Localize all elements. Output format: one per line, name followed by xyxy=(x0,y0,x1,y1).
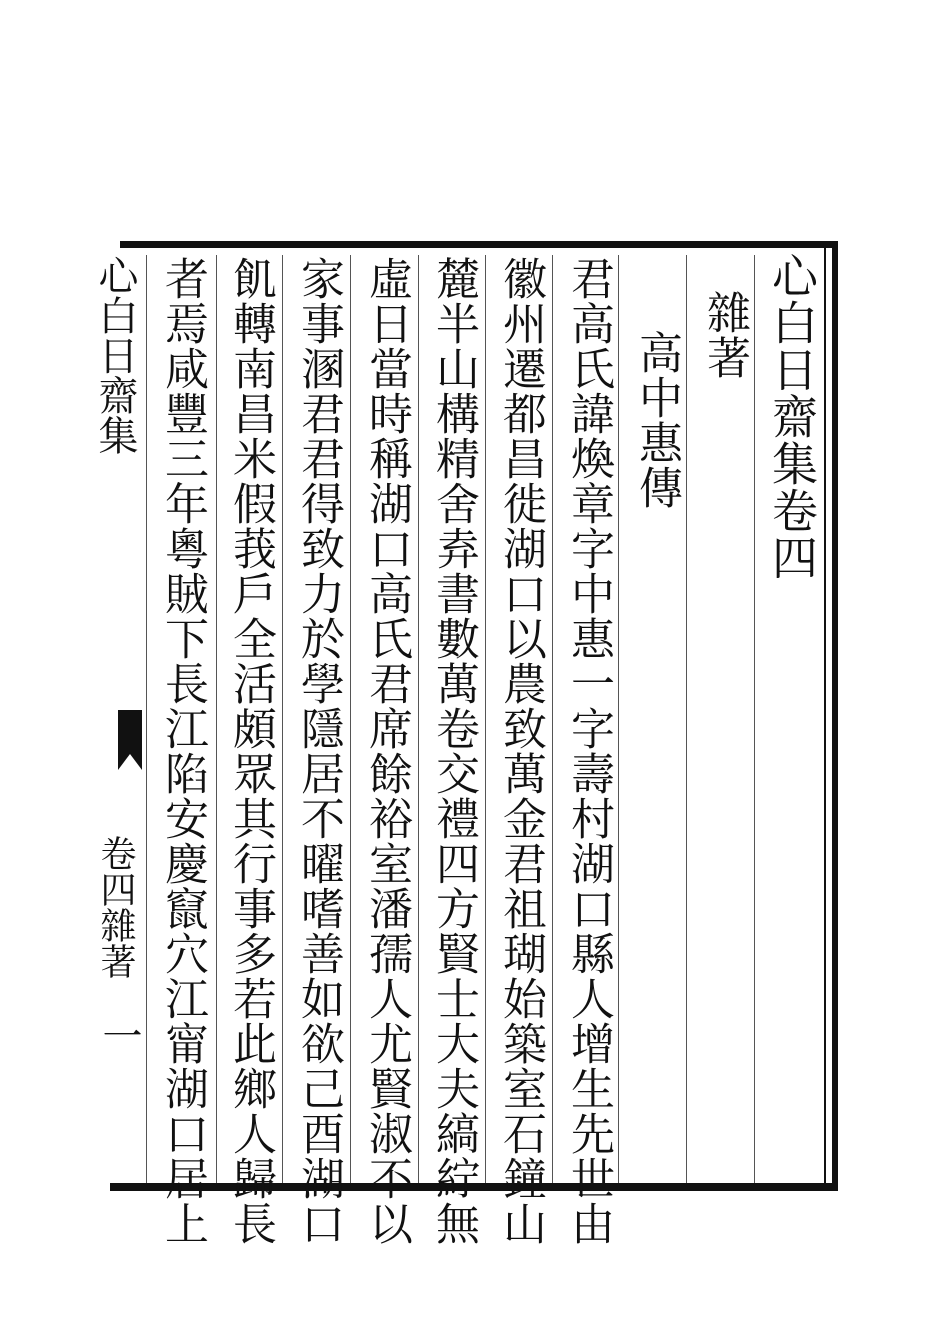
column-rule xyxy=(418,255,419,1183)
margin-book-title: 心白日齋集 xyxy=(92,255,138,455)
column-rule xyxy=(282,255,283,1183)
fishtail-mark-icon xyxy=(118,710,142,770)
frame-top-border xyxy=(120,241,838,248)
column-rule xyxy=(146,255,147,1183)
chapter-title: 高中惠傳 xyxy=(631,330,682,510)
column-rule xyxy=(216,255,217,1183)
block-margin xyxy=(92,255,142,1185)
body-column: 徽州遷都昌徙湖口以農致萬金君祖瑚始築室石鐘山 xyxy=(495,256,546,1246)
body-column: 者焉咸豐三年粵賊下長江陷安慶竄穴江甯湖口居上 xyxy=(157,256,208,1246)
body-column: 飢轉南昌米假莪戶全活頗眾其行事多若此鄉人歸長 xyxy=(225,256,276,1246)
volume-title: 心白日齋集卷四 xyxy=(765,252,819,581)
page-number: 一 xyxy=(96,1015,142,1055)
column-rule xyxy=(350,255,351,1183)
body-column: 麓半山構精舍弆書數萬卷交禮四方賢士大夫縞紵無 xyxy=(428,256,479,1246)
column-rule xyxy=(552,255,553,1183)
column-rule xyxy=(686,255,687,1183)
margin-volume-section: 卷四雜著 xyxy=(95,835,136,979)
body-column: 君高氏諱煥章字中惠一字壽村湖口縣人增生先世由 xyxy=(563,256,614,1246)
frame-right-inner-border xyxy=(824,248,826,1183)
column-rule xyxy=(754,255,755,1183)
column-rule xyxy=(485,255,486,1183)
body-column: 虛日當時稱湖口高氏君席餘裕室潘孺人尤賢淑不以 xyxy=(361,256,412,1246)
column-rule xyxy=(618,255,619,1183)
section-heading: 雜著 xyxy=(699,290,750,380)
body-column: 家事溷君君得致力於學隱居不曜嗜善如欲己酉湖口 xyxy=(293,256,344,1246)
frame-right-border xyxy=(832,241,838,1191)
